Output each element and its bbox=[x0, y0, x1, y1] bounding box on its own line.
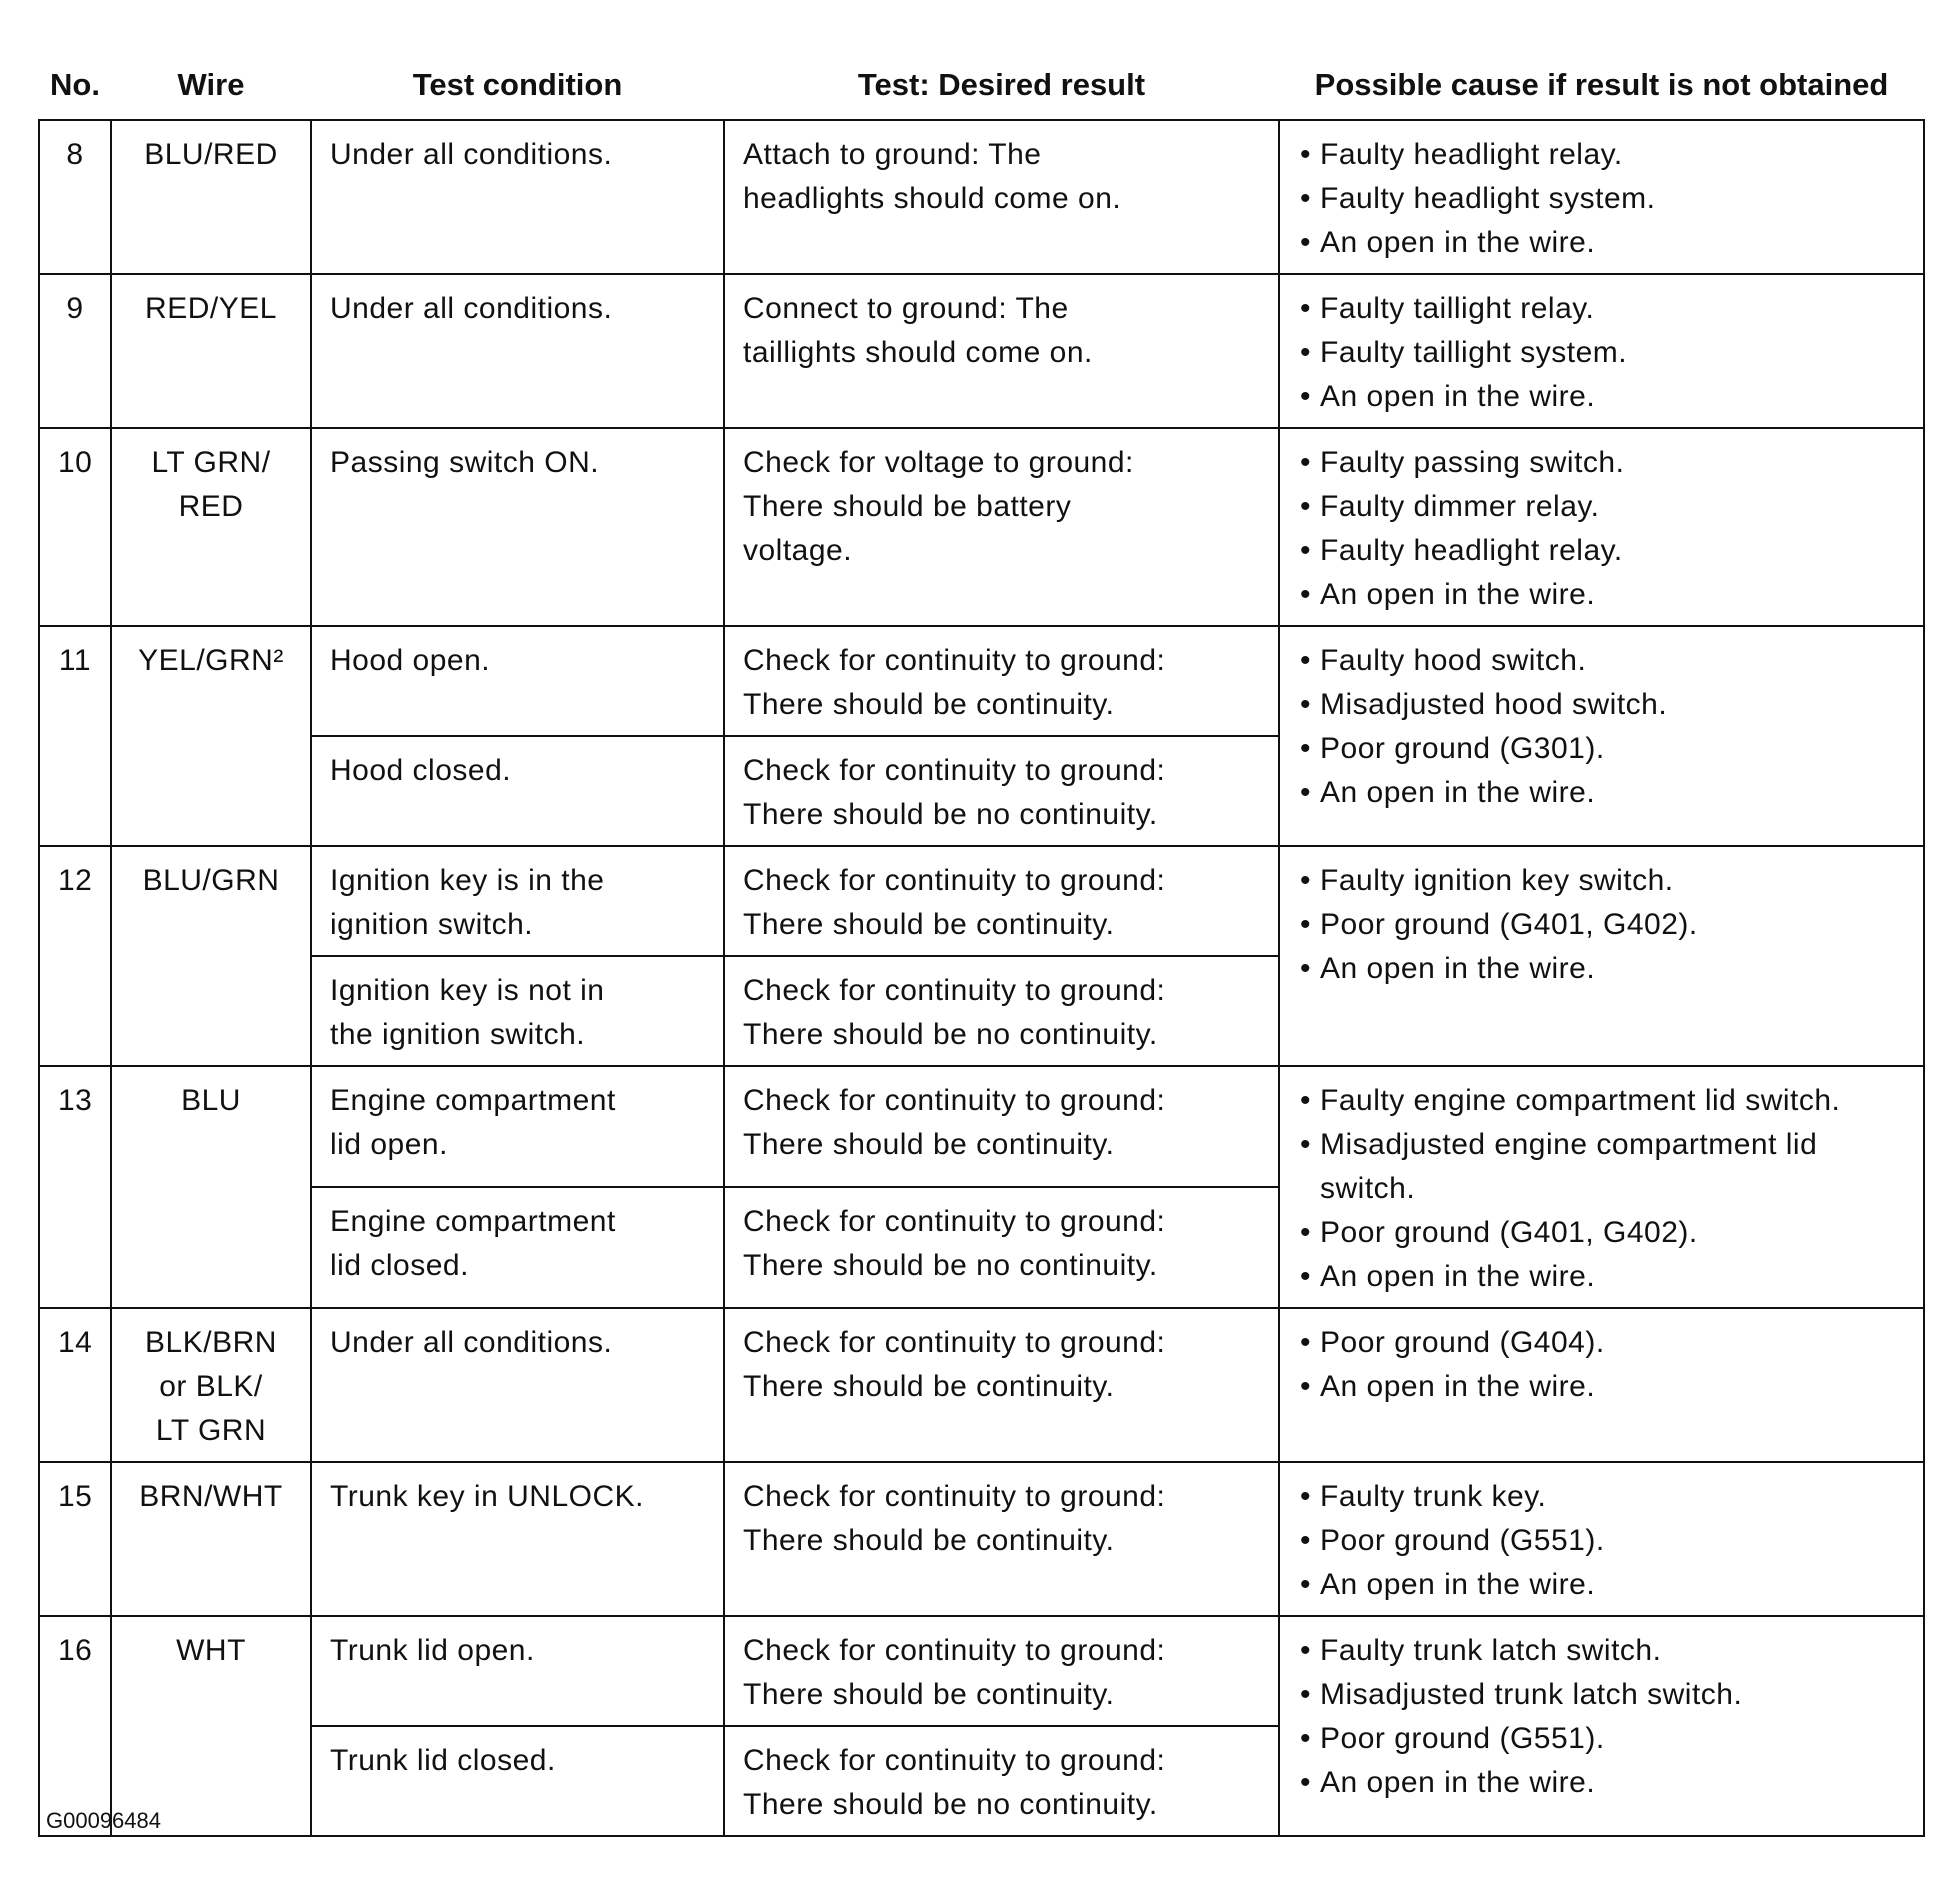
table-row bbox=[39, 120, 1924, 274]
cell-possible-cause bbox=[1279, 846, 1924, 1066]
cause-item: • Faulty dimmer relay. bbox=[1298, 485, 1905, 529]
table-row bbox=[39, 274, 1924, 428]
cell-no: 16 bbox=[39, 1616, 111, 1836]
cell-possible-cause bbox=[1279, 626, 1924, 846]
cell-test-condition: Ignition key is not in the ignition switch. bbox=[311, 956, 724, 1066]
cell-no: 13 bbox=[39, 1066, 111, 1308]
table-row bbox=[39, 1308, 1924, 1462]
cell-test-condition: Trunk lid open. bbox=[311, 1616, 724, 1726]
cell-possible-cause bbox=[1279, 428, 1924, 626]
cause-list bbox=[1298, 1475, 1905, 1607]
cause-item: • Misadjusted hood switch. bbox=[1298, 683, 1905, 727]
cause-item: • Faulty ignition key switch. bbox=[1298, 859, 1905, 903]
cause-list bbox=[1298, 859, 1905, 991]
cell-no: 9 bbox=[39, 274, 111, 428]
cause-item: • Misadjusted engine compartment lid switch. bbox=[1298, 1123, 1905, 1211]
cell-possible-cause bbox=[1279, 274, 1924, 428]
cause-list bbox=[1298, 441, 1905, 617]
cell-possible-cause bbox=[1279, 1462, 1924, 1616]
cell-possible-cause bbox=[1279, 1616, 1924, 1836]
header-wire: Wire bbox=[177, 67, 245, 102]
cause-item: • An open in the wire. bbox=[1298, 1365, 1905, 1409]
cause-list bbox=[1298, 287, 1905, 419]
wiring-test-table bbox=[38, 60, 1925, 1837]
header-no: No. bbox=[50, 67, 100, 102]
cause-item: • An open in the wire. bbox=[1298, 1563, 1905, 1607]
cause-item: • Poor ground (G551). bbox=[1298, 1717, 1905, 1761]
cell-no: 10 bbox=[39, 428, 111, 626]
cell-test-condition: Under all conditions. bbox=[311, 274, 724, 428]
cell-no: 8 bbox=[39, 120, 111, 274]
cell-possible-cause bbox=[1279, 1066, 1924, 1308]
cause-item: • Faulty trunk latch switch. bbox=[1298, 1629, 1905, 1673]
cell-no: 15 bbox=[39, 1462, 111, 1616]
cause-item: • An open in the wire. bbox=[1298, 771, 1905, 815]
cause-item: • Faulty hood switch. bbox=[1298, 639, 1905, 683]
cause-item: • Faulty engine compartment lid switch. bbox=[1298, 1079, 1905, 1123]
figure-id: G00096484 bbox=[46, 1808, 161, 1833]
cell-test-condition: Hood open. bbox=[311, 626, 724, 736]
cell-desired-result: Check for voltage to ground: There should be battery voltage. bbox=[724, 428, 1279, 626]
cause-item: • Poor ground (G301). bbox=[1298, 727, 1905, 771]
cell-desired-result: Check for continuity to ground: There should be continuity. bbox=[724, 1616, 1279, 1726]
cause-item: • Faulty headlight relay. bbox=[1298, 529, 1905, 573]
cell-possible-cause bbox=[1279, 120, 1924, 274]
cell-desired-result: Check for continuity to ground: There should be continuity. bbox=[724, 1066, 1279, 1187]
cell-desired-result: Attach to ground: The headlights should come on. bbox=[724, 120, 1279, 274]
cell-possible-cause bbox=[1279, 1308, 1924, 1462]
table-header-row bbox=[39, 60, 1924, 120]
cause-item: • An open in the wire. bbox=[1298, 1761, 1905, 1805]
cause-list bbox=[1298, 639, 1905, 815]
cause-item: • Faulty taillight relay. bbox=[1298, 287, 1905, 331]
cell-desired-result: Check for continuity to ground: There should be no continuity. bbox=[724, 1187, 1279, 1308]
cell-desired-result: Check for continuity to ground: There should be no continuity. bbox=[724, 736, 1279, 846]
table-row bbox=[39, 428, 1924, 626]
table-row bbox=[39, 1616, 1924, 1726]
cause-item: • Poor ground (G401, G402). bbox=[1298, 1211, 1905, 1255]
cause-item: • An open in the wire. bbox=[1298, 221, 1905, 265]
cell-no: 14 bbox=[39, 1308, 111, 1462]
cause-item: • An open in the wire. bbox=[1298, 1255, 1905, 1299]
cell-desired-result: Check for continuity to ground: There should be no continuity. bbox=[724, 1726, 1279, 1836]
cause-item: • An open in the wire. bbox=[1298, 375, 1905, 419]
cause-item: • Poor ground (G551). bbox=[1298, 1519, 1905, 1563]
cell-wire: LT GRN/ RED bbox=[111, 428, 311, 626]
cause-item: • Faulty taillight system. bbox=[1298, 331, 1905, 375]
table-row bbox=[39, 1066, 1924, 1187]
cause-item: • Faulty headlight system. bbox=[1298, 177, 1905, 221]
cell-wire: WHT bbox=[111, 1616, 311, 1836]
table-row bbox=[39, 846, 1924, 956]
cell-desired-result: Check for continuity to ground: There should be continuity. bbox=[724, 1462, 1279, 1616]
cell-test-condition: Ignition key is in the ignition switch. bbox=[311, 846, 724, 956]
cell-desired-result: Connect to ground: The taillights should come on. bbox=[724, 274, 1279, 428]
cause-item: • Faulty passing switch. bbox=[1298, 441, 1905, 485]
cause-item: • Poor ground (G401, G402). bbox=[1298, 903, 1905, 947]
cell-wire: RED/YEL bbox=[111, 274, 311, 428]
cell-wire: BLU/RED bbox=[111, 120, 311, 274]
cell-test-condition: Passing switch ON. bbox=[311, 428, 724, 626]
cell-wire: BLU/GRN bbox=[111, 846, 311, 1066]
table-body bbox=[39, 120, 1924, 1836]
cell-desired-result: Check for continuity to ground: There should be continuity. bbox=[724, 1308, 1279, 1462]
cell-test-condition: Trunk lid closed. bbox=[311, 1726, 724, 1836]
cell-no: 11 bbox=[39, 626, 111, 846]
cell-wire: YEL/GRN² bbox=[111, 626, 311, 846]
cell-test-condition: Under all conditions. bbox=[311, 1308, 724, 1462]
header-test-condition: Test condition bbox=[412, 67, 623, 102]
cause-item: • Faulty trunk key. bbox=[1298, 1475, 1905, 1519]
wiring-test-table-page bbox=[38, 60, 1923, 1837]
cell-wire: BRN/WHT bbox=[111, 1462, 311, 1616]
cause-list bbox=[1298, 133, 1905, 265]
cause-item: • An open in the wire. bbox=[1298, 573, 1905, 617]
cell-no: 12 bbox=[39, 846, 111, 1066]
cell-desired-result: Check for continuity to ground: There should be continuity. bbox=[724, 626, 1279, 736]
cell-test-condition: Engine compartment lid closed. bbox=[311, 1187, 724, 1308]
table-row bbox=[39, 1462, 1924, 1616]
cell-test-condition: Hood closed. bbox=[311, 736, 724, 846]
cell-wire: BLK/BRN or BLK/ LT GRN bbox=[111, 1308, 311, 1462]
cell-wire: BLU bbox=[111, 1066, 311, 1308]
cell-test-condition: Engine compartment lid open. bbox=[311, 1066, 724, 1187]
cause-list bbox=[1298, 1629, 1905, 1805]
header-desired-result: Test: Desired result bbox=[857, 67, 1146, 102]
cell-test-condition: Trunk key in UNLOCK. bbox=[311, 1462, 724, 1616]
cause-list bbox=[1298, 1321, 1905, 1409]
cause-item: • Faulty headlight relay. bbox=[1298, 133, 1905, 177]
cell-desired-result: Check for continuity to ground: There should be no continuity. bbox=[724, 956, 1279, 1066]
table-row bbox=[39, 626, 1924, 736]
cause-item: • Misadjusted trunk latch switch. bbox=[1298, 1673, 1905, 1717]
header-possible-cause: Possible cause if result is not obtained bbox=[1314, 67, 1889, 102]
cell-desired-result: Check for continuity to ground: There should be continuity. bbox=[724, 846, 1279, 956]
cause-list bbox=[1298, 1079, 1905, 1299]
cause-item: • Poor ground (G404). bbox=[1298, 1321, 1905, 1365]
cause-item: • An open in the wire. bbox=[1298, 947, 1905, 991]
cell-test-condition: Under all conditions. bbox=[311, 120, 724, 274]
